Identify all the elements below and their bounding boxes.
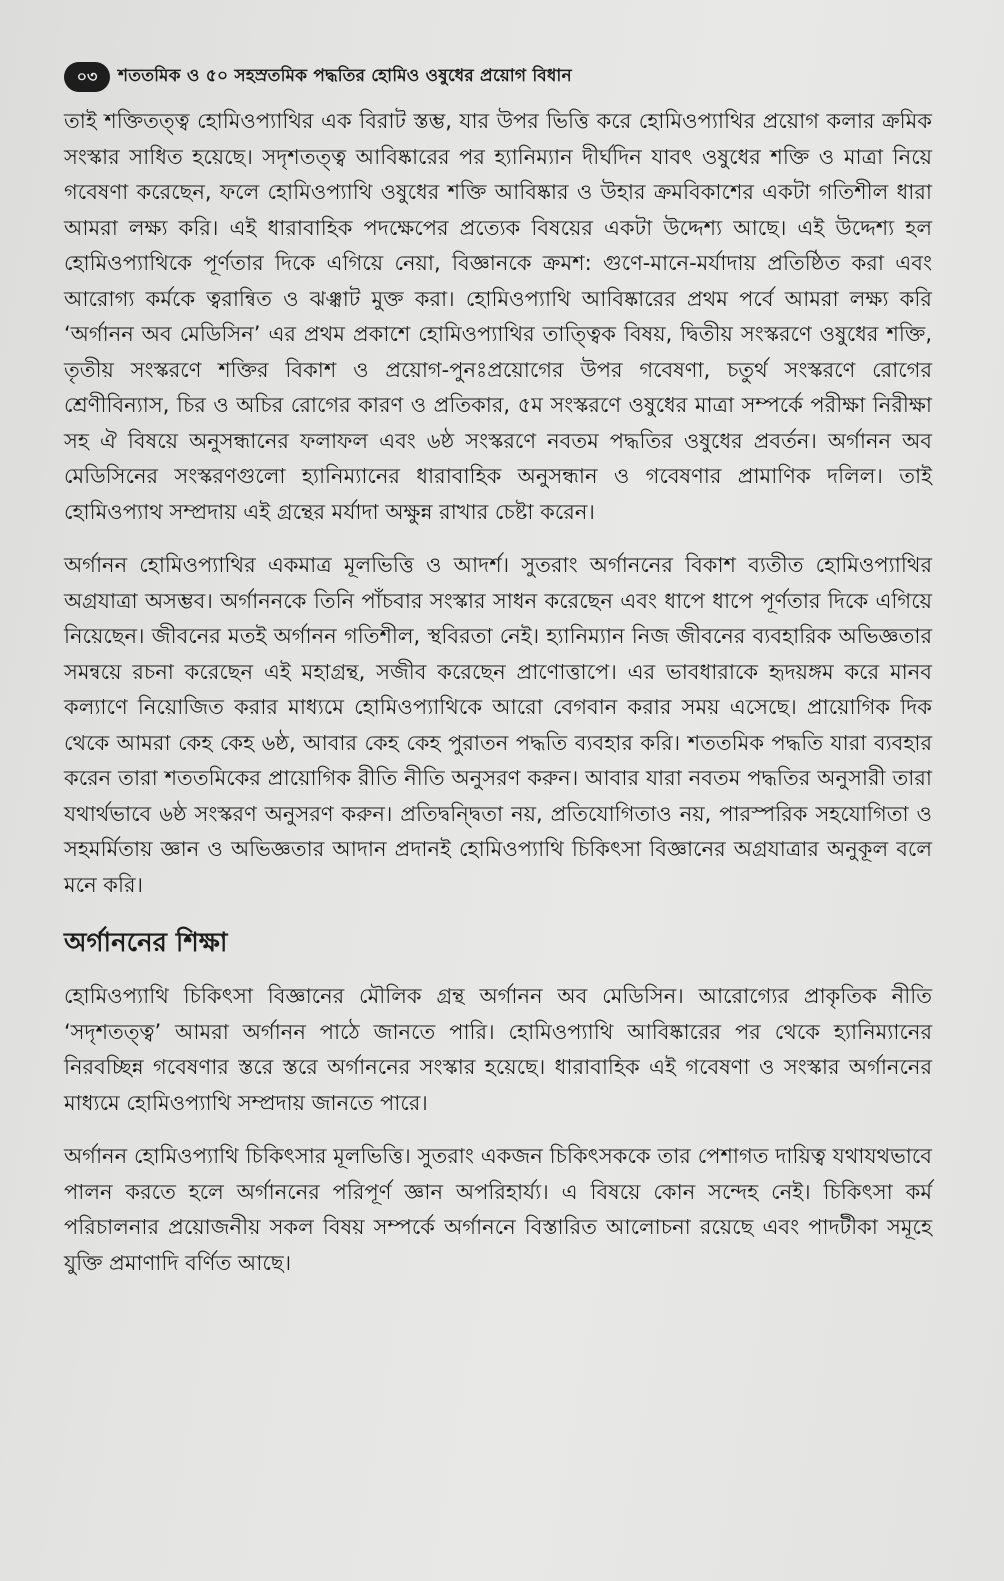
running-title: শততমিক ও ৫০ সহস্রতমিক পদ্ধতির হোমিও ওষুধের প্রয়োগ বিধান bbox=[118, 66, 572, 86]
paragraph-1: তাই শক্তিতত্ত্ব হোমিওপ্যাথির এক বিরাট স্তম্ভ, যার উপর ভিত্তি করে হোমিওপ্যাথির প্রয়োগ কলার ক্রমিক সংস্কার সাধিত হয়েছে। সদৃশতত্ত্ব আবিষ্কারের পর হ্যানিম্যান দীর্ঘদিন যাবৎ ওষুধের শক্তি ও মাত্রা নিয়ে গবেষণা করেছেন, ফলে হোমিওপ্যাথি ওষুধের শক্তি আবিষ্কার ও উহার ক্রমবিকাশের একটা গতিশীল ধারা আমরা লক্ষ্য করি। এই ধারাবাহিক পদক্ষেপের প্রত্যেক বিষয়ের একটা উদ্দেশ্য আছে। এই উদ্দেশ্য হল হোমিওপ্যাথিকে পূর্ণতার দিকে এগিয়ে নেয়া, বিজ্ঞানকে ক্রমশ: গুণে-মানে-মর্যাদায় প্রতিষ্ঠিত করা এবং আরোগ্য কর্মকে ত্বরান্বিত ও ঝঞ্ঝাট মুক্ত করা। হোমিওপ্যাথি আবিষ্কারের প্রথম পর্বে আমরা লক্ষ্য করি ‘অর্গানন অব মেডিসিন’ এর প্রথম প্রকাশে হোমিওপ্যাথির তাত্ত্বিক বিষয়, দ্বিতীয় সংস্করণে ওষুধের শক্তি, তৃতীয় সংস্করণে শক্তির বিকাশ ও প্রয়োগ-পুনঃপ্রয়োগের উপর গবেষণা, চতুর্থ সংস্করণে রোগের শ্রেণীবিন্যাস, চির ও অচির রোগের কারণ ও প্রতিকার, ৫ম সংস্করণে ওষুধের মাত্রা সম্পর্কে পরীক্ষা নিরীক্ষা সহ ঐ বিষয়ে অনুসন্ধানের ফলাফল এবং ৬ষ্ঠ সংস্করণে নবতম পদ্ধতির ওষুধের প্রবর্তন। অর্গানন অব মেডিসিনের সংস্করণগুলো হ্যানিম্যানের ধারাবাহিক অনুসন্ধান ও গবেষণার প্রামাণিক দলিল। তাই হোমিওপ্যাথ সম্প্রদায় এই গ্রন্থের মর্যাদা অক্ষুন্ন রাখার চেষ্টা করেন। bbox=[64, 109, 932, 524]
page-number: ০৩ bbox=[64, 62, 110, 92]
paragraph-4: অর্গানন হোমিওপ্যাথি চিকিৎসার মূলভিত্তি। সুতরাং একজন চিকিৎসককে তার পেশাগত দায়িত্ব যথাযথভাবে পালন করতে হলে অর্গাননের পরিপূর্ণ জ্ঞান অপরিহার্য্য। এ বিষয়ে কোন সন্দেহ নেই। চিকিৎসা কর্ম পরিচালনার প্রয়োজনীয় সকল বিষয় সম্পর্কে অর্গাননে বিস্তারিত আলোচনা রয়েছে এবং পাদটীকা সমূহে যুক্তি প্রমাণাদি বর্ণিত আছে। bbox=[64, 1144, 932, 1275]
paragraph-3: হোমিওপ্যাথি চিকিৎসা বিজ্ঞানের মৌলিক গ্রন্থ অর্গানন অব মেডিসিন। আরোগ্যের প্রাকৃতিক নীতি ‘সদৃশতত্ত্ব’ আমরা অর্গানন পাঠে জানতে পারি। হোমিওপ্যাথি আবিষ্কারের পর থেকে হ্যানিম্যানের নিরবচ্ছিন্ন গবেষণার স্তরে স্তরে অর্গাননের সংস্কার হয়েছে। ধারাবাহিক এই গবেষণা ও সংস্কার অর্গাননের মাধ্যমে হোমিওপ্যাথি সম্প্রদায় জানতে পারে। bbox=[64, 984, 932, 1115]
running-header bbox=[64, 52, 932, 102]
paragraph-2: অর্গানন হোমিওপ্যাথির একমাত্র মূলভিত্তি ও আদর্শ। সুতরাং অর্গাননের বিকাশ ব্যতীত হোমিওপ্যাথির অগ্রযাত্রা অসম্ভব। অর্গাননকে তিনি পাঁচবার সংস্কার সাধন করেছেন এবং ধাপে ধাপে পূর্ণতার দিকে এগিয়ে নিয়েছেন। জীবনের মতই অর্গানন গতিশীল, স্থবিরতা নেই। হ্যানিম্যান নিজ জীবনের ব্যবহারিক অভিজ্ঞতার সমন্বয়ে রচনা করেছেন এই মহাগ্রন্থ, সজীব করেছেন প্রাণোত্তাপে। এর ভাবধারাকে হৃদয়ঙ্গম করে মানব কল্যাণে নিয়োজিত করার মাধ্যমে হোমিওপ্যাথিকে আরো বেগবান করার সময় এসেছে। প্রায়োগিক দিক থেকে আমরা কেহ কেহ ৬ষ্ঠ, আবার কেহ কেহ পুরাতন পদ্ধতি ব্যবহার করি। শততমিক পদ্ধতি যারা ব্যবহার করেন তারা শততমিকের প্রায়োগিক রীতি নীতি অনুসরণ করুন। আবার যারা নবতম পদ্ধতির অনুসারী তারা যথার্থভাবে ৬ষ্ঠ সংস্করণ অনুসরণ করুন। প্রতিদ্বন্দ্বিতা নয়, প্রতিযোগিতাও নয়, পারস্পরিক সহযোগিতা ও সহমর্মিতায় জ্ঞান ও অভিজ্ঞতার আদান প্রদানই হোমিওপ্যাথি চিকিৎসা বিজ্ঞানের অগ্রযাত্রার অনুকূল বলে মনে করি। bbox=[64, 553, 932, 897]
section-heading: অর্গাননের শিক্ষা bbox=[64, 928, 228, 958]
